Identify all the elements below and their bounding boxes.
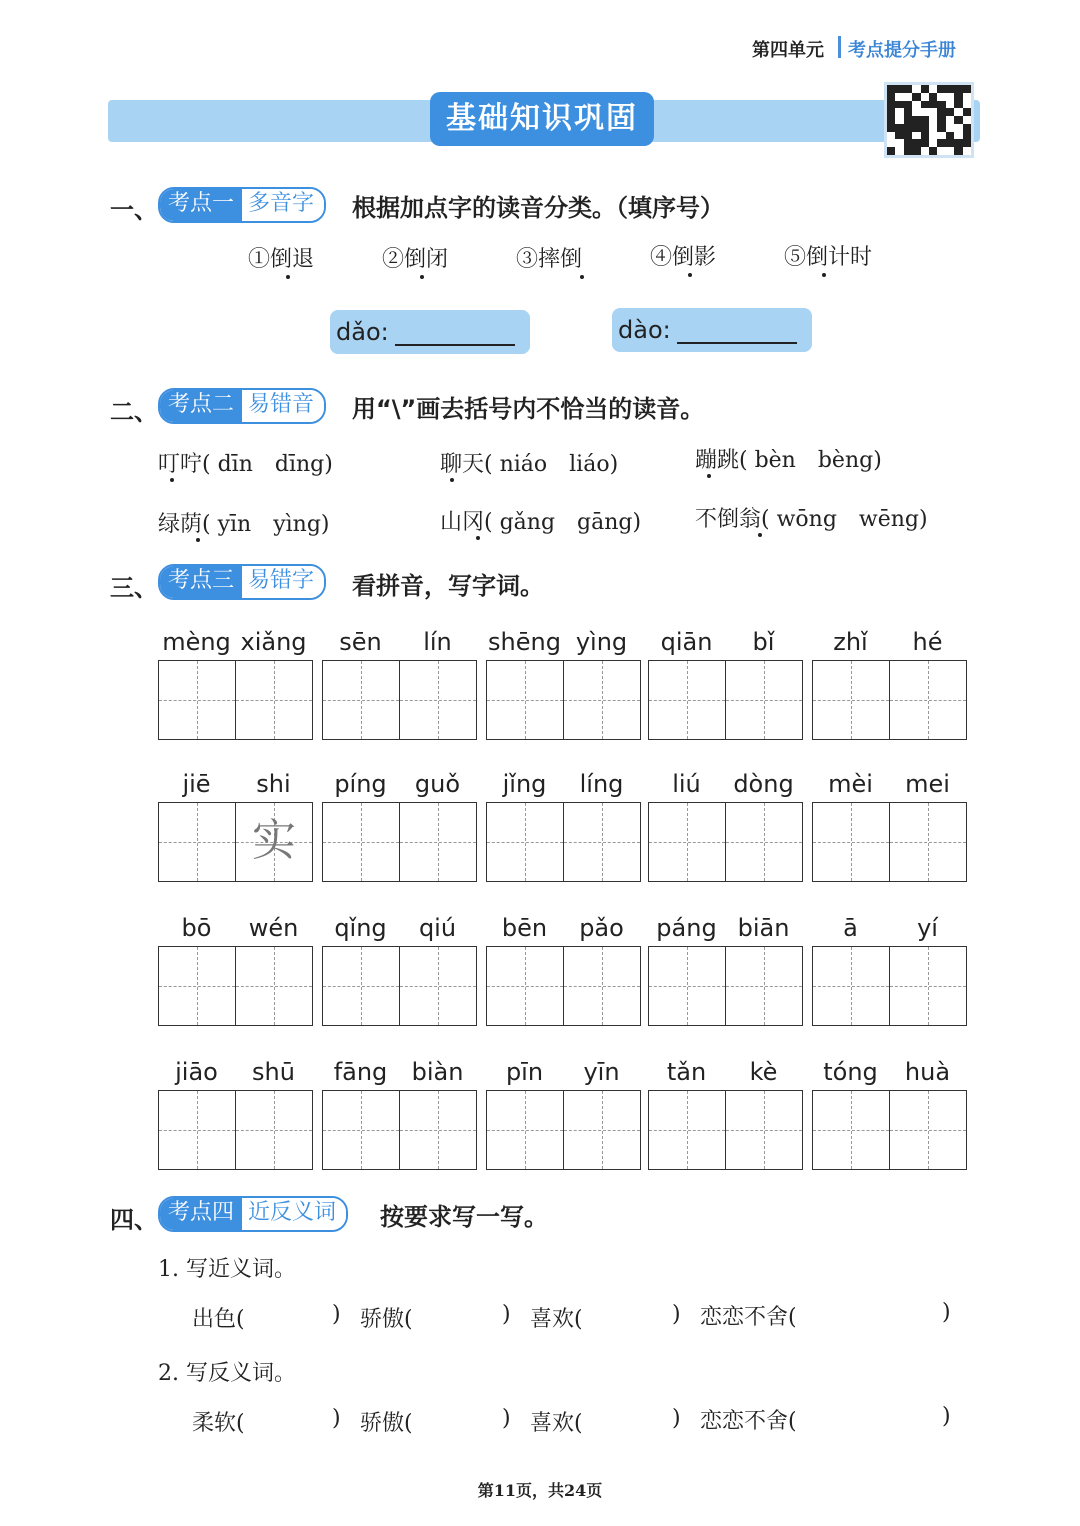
writing-cell[interactable] [399,802,477,882]
grid-guide [726,986,802,987]
close-paren: ) [672,1302,681,1327]
writing-cell[interactable] [648,946,726,1026]
book-label: 考点提分手册 [848,40,956,61]
writing-cell[interactable] [889,1090,967,1170]
writing-cell[interactable] [158,946,236,1026]
grid-guide [236,700,312,701]
emphasis-dot [758,533,762,537]
section-2-tag [158,388,326,424]
grid-guide [726,1130,802,1131]
qr-module [895,85,903,93]
pinyin-label: zhǐ [833,628,868,656]
close-paren: ) [502,1302,511,1327]
writing-cell[interactable] [563,1090,641,1170]
qr-module [912,85,920,93]
answer-box-dao3[interactable] [330,310,530,354]
qr-module [895,116,903,124]
qr-module [946,139,954,147]
pinyin-label: mèng [162,628,231,656]
synonym-item: 喜欢( [530,1307,583,1332]
qr-module [912,124,920,132]
writing-cell[interactable] [812,1090,890,1170]
qr-module [937,132,945,140]
grid-guide [813,986,889,987]
word-item: ②倒闭 [382,247,449,272]
pinyin-choice[interactable]: 山冈( gǎng gāng) [440,510,642,535]
word-item: ④倒影 [650,245,717,270]
qr-module [937,85,945,93]
pinyin-choice[interactable]: 聊天( niáo liáo) [440,452,619,477]
emphasis-dot [170,478,174,482]
grid-guide [564,700,640,701]
qr-module [954,85,962,93]
pinyin-label: píng [334,770,387,798]
tag-topic: 易错字 [242,566,324,598]
qr-module [963,93,971,101]
grid-guide [813,700,889,701]
qr-module [904,132,912,140]
close-paren: ) [942,1300,951,1325]
grid-guide [323,1130,399,1131]
pinyin-label: mei [905,770,950,798]
pinyin-label: páng [656,914,717,942]
synonym-item: 出色( [192,1307,245,1332]
qr-module [937,93,945,101]
section-4-tag [158,1196,348,1232]
grid-guide [890,986,966,987]
pinyin-label: jiē [182,770,211,798]
qr-module [929,101,937,109]
pinyin-choice[interactable]: 叮咛( dīn dīng) [158,452,333,477]
question-synonyms: 1. 写近义词。 [158,1257,296,1282]
qr-module [946,108,954,116]
pinyin-label: liú [672,770,701,798]
qr-module [963,132,971,140]
emphasis-dot [476,536,480,540]
pinyin-label: líng [579,770,624,798]
pinyin-label: shū [252,1058,295,1086]
pinyin-label: bēn [501,914,548,942]
qr-module [904,116,912,124]
grid-guide [159,842,235,843]
grid-guide [564,986,640,987]
qr-module [929,139,937,147]
qr-module [963,101,971,109]
section-3-number: 三、 [110,574,158,602]
pinyin-label: bō [181,914,212,942]
qr-module [887,132,895,140]
qr-code-icon [884,82,974,158]
writing-cell[interactable] [486,802,564,882]
writing-cell[interactable] [158,1090,236,1170]
writing-cell[interactable] [889,946,967,1026]
writing-cell[interactable] [486,660,564,740]
pinyin-label: pǎo [579,914,624,942]
pinyin-label: yí [917,914,938,942]
writing-cell[interactable] [725,802,803,882]
pinyin-label: huà [904,1058,951,1086]
qr-module [895,108,903,116]
emphasis-dot [707,474,711,478]
qr-module [929,85,937,93]
qr-module [946,101,954,109]
grid-guide [159,700,235,701]
tag-label: 考点一 [160,189,242,221]
pinyin-label: biān [737,914,790,942]
qr-module [963,116,971,124]
qr-module [946,93,954,101]
grid-guide [890,1130,966,1131]
writing-cell[interactable] [563,946,641,1026]
qr-module [946,85,954,93]
writing-cell[interactable] [889,660,967,740]
qr-module [954,101,962,109]
tag-label: 考点三 [160,566,242,598]
grid-guide [649,1130,725,1131]
pinyin-label: kè [749,1058,778,1086]
writing-cell[interactable] [563,660,641,740]
qr-module [963,124,971,132]
grid-guide [649,842,725,843]
writing-cell[interactable] [235,946,313,1026]
qr-module [954,132,962,140]
qr-module [954,108,962,116]
qr-module [954,93,962,101]
pinyin-label: fāng [333,1058,388,1086]
qr-module [921,124,929,132]
section-1-instruction: 根据加点字的读音分类。（填序号） [352,194,724,222]
emphasis-dot [688,273,692,277]
writing-cell[interactable] [322,946,400,1026]
pinyin-choice[interactable]: 绿荫( yīn yìng) [158,512,330,537]
qr-module [937,116,945,124]
pinyin-label: hé [912,628,943,656]
writing-cell[interactable] [648,802,726,882]
close-paren: ) [502,1406,511,1431]
grid-guide [564,1130,640,1131]
qr-module [912,93,920,101]
writing-cell[interactable] [322,1090,400,1170]
qr-module [921,93,929,101]
grid-guide [813,842,889,843]
close-paren: ) [332,1406,341,1431]
synonym-item: 恋恋不舍( [700,1305,797,1330]
writing-cell[interactable] [812,660,890,740]
pinyin-label: mèi [828,770,873,798]
emphasis-dot [822,273,826,277]
grid-guide [649,986,725,987]
pinyin-label: biàn [411,1058,464,1086]
qr-module [904,101,912,109]
qr-module [963,147,971,155]
qr-module [887,124,895,132]
writing-cell[interactable] [725,1090,803,1170]
emphasis-dot [286,275,290,279]
qr-module [887,101,895,109]
answer-blank[interactable] [677,318,797,344]
writing-cell[interactable] [812,946,890,1026]
section-4-number: 四、 [110,1206,158,1234]
emphasis-dot [420,275,424,279]
grid-guide [159,1130,235,1131]
word-item: ⑤倒计时 [784,245,873,270]
header-divider [838,36,841,58]
writing-cell[interactable] [399,1090,477,1170]
qr-module [921,132,929,140]
qr-module [937,139,945,147]
pinyin-label: shēng [488,628,561,656]
pinyin-label: sēn [339,628,382,656]
close-paren: ) [332,1302,341,1327]
antonym-item: 柔软( [192,1411,245,1436]
grid-guide [726,842,802,843]
word-item: ③摔倒 [516,247,583,272]
grid-guide [400,986,476,987]
qr-module [904,108,912,116]
writing-cell[interactable] [725,946,803,1026]
qr-module [912,108,920,116]
writing-cell[interactable] [648,1090,726,1170]
section-1-number: 一、 [110,196,158,224]
grid-guide [323,986,399,987]
qr-module [921,85,929,93]
antonym-item: 恋恋不舍( [700,1409,797,1434]
writing-cell[interactable] [563,802,641,882]
pinyin-label: yìng [575,628,628,656]
grid-guide [487,842,563,843]
question-antonyms: 2. 写反义词。 [158,1361,296,1386]
qr-module [963,85,971,93]
qr-module [946,147,954,155]
qr-module [937,108,945,116]
qr-module [887,108,895,116]
qr-module [895,93,903,101]
grid-guide [159,986,235,987]
section-3-tag [158,564,326,600]
close-paren: ) [942,1404,951,1429]
writing-cell[interactable] [725,660,803,740]
pinyin-label: qǐng [334,914,387,942]
writing-cell[interactable] [889,802,967,882]
qr-module [946,124,954,132]
qr-module [929,147,937,155]
qr-module [937,101,945,109]
qr-module [887,116,895,124]
grid-guide [487,1130,563,1131]
pinyin-label: qiú [418,914,457,942]
qr-module [912,132,920,140]
pinyin-label: guǒ [414,770,461,798]
qr-module [946,132,954,140]
answer-box-dao4[interactable] [612,308,812,352]
tag-label: 考点四 [160,1198,242,1230]
qr-module [929,93,937,101]
synonym-item: 骄傲( [360,1307,413,1332]
qr-module [904,147,912,155]
tag-topic: 易错音 [242,390,324,422]
grid-guide [323,842,399,843]
page-number: 第11页，共24页 [477,1481,603,1500]
tag-topic: 近反义词 [242,1198,346,1230]
grid-guide [649,700,725,701]
pinyin-label: jǐng [502,770,547,798]
qr-module [954,147,962,155]
writing-cell[interactable] [648,660,726,740]
pinyin-label: yīn [583,1058,620,1086]
qr-module [912,139,920,147]
pinyin-label: qiān [660,628,713,656]
qr-module [963,108,971,116]
qr-module [963,139,971,147]
answer-label: dào: [618,316,671,344]
section-2-instruction: 用“\”画去括号内不恰当的读音。 [352,395,705,423]
qr-module [954,139,962,147]
grid-guide [487,700,563,701]
pinyin-label: jiāo [175,1058,218,1086]
emphasis-dot [196,538,200,542]
grid-guide [890,842,966,843]
writing-cell[interactable] [486,946,564,1026]
grid-guide [813,1130,889,1131]
pinyin-label: lín [423,628,452,656]
qr-module [887,147,895,155]
pinyin-label: wén [248,914,299,942]
answer-label: dǎo: [336,318,389,346]
qr-module [946,116,954,124]
tag-topic: 多音字 [242,189,324,221]
pinyin-label: tǎn [666,1058,707,1086]
antonym-item: 骄傲( [360,1411,413,1436]
qr-module [921,108,929,116]
qr-module [937,147,945,155]
qr-module [929,124,937,132]
close-paren: ) [672,1406,681,1431]
grid-guide [400,700,476,701]
writing-cell[interactable] [158,802,236,882]
qr-module [895,147,903,155]
section-4-instruction: 按要求写一写。 [380,1203,548,1231]
qr-module [921,139,929,147]
qr-module [887,85,895,93]
qr-module [937,124,945,132]
writing-cell[interactable] [235,660,313,740]
writing-cell[interactable] [158,660,236,740]
grid-guide [323,700,399,701]
writing-cell[interactable] [399,946,477,1026]
section-3-instruction: 看拼音，写字词。 [352,572,544,600]
qr-module [912,116,920,124]
qr-module [895,132,903,140]
grid-guide [726,700,802,701]
emphasis-dot [450,478,454,482]
qr-module [929,116,937,124]
qr-module [912,147,920,155]
grid-guide [890,700,966,701]
qr-module [904,139,912,147]
writing-cell[interactable] [235,802,313,882]
qr-module [954,124,962,132]
writing-cell[interactable] [812,802,890,882]
pinyin-label: dòng [733,770,794,798]
qr-module [887,139,895,147]
grid-guide [564,842,640,843]
pinyin-choice[interactable]: 蹦跳( bèn bèng) [695,448,882,473]
pinyin-label: tóng [823,1058,878,1086]
emphasis-dot [580,275,584,279]
writing-cell[interactable] [235,1090,313,1170]
qr-module [921,147,929,155]
unit-label: 第四单元 [752,40,824,61]
word-item: ①倒退 [248,247,315,272]
filled-character: 实 [252,815,296,866]
page-title: 基础知识巩固 [430,92,654,146]
qr-module [954,116,962,124]
tag-label: 考点二 [160,390,242,422]
qr-module [929,108,937,116]
section-1-tag [158,187,326,223]
qr-module [929,132,937,140]
writing-cell[interactable] [322,802,400,882]
qr-module [921,116,929,124]
pinyin-label: xiǎng [240,628,307,656]
grid-guide [236,986,312,987]
pinyin-label: pīn [505,1058,544,1086]
pinyin-label: shi [256,770,291,798]
pinyin-label: bǐ [752,628,775,656]
grid-guide [236,1130,312,1131]
writing-cell[interactable] [322,660,400,740]
qr-module [887,93,895,101]
qr-module [904,124,912,132]
grid-guide [400,1130,476,1131]
qr-module [895,101,903,109]
antonym-item: 喜欢( [530,1411,583,1436]
qr-module [895,139,903,147]
grid-guide [487,986,563,987]
qr-module [904,85,912,93]
writing-cell[interactable] [486,1090,564,1170]
writing-cell[interactable] [399,660,477,740]
answer-blank[interactable] [395,320,515,346]
pinyin-choice[interactable]: 不倒翁( wōng wēng) [695,507,928,532]
qr-module [904,93,912,101]
qr-module [921,101,929,109]
qr-module [895,124,903,132]
pinyin-label: ā [843,914,858,942]
grid-guide [400,842,476,843]
qr-module [912,101,920,109]
section-2-number: 二、 [110,398,158,426]
